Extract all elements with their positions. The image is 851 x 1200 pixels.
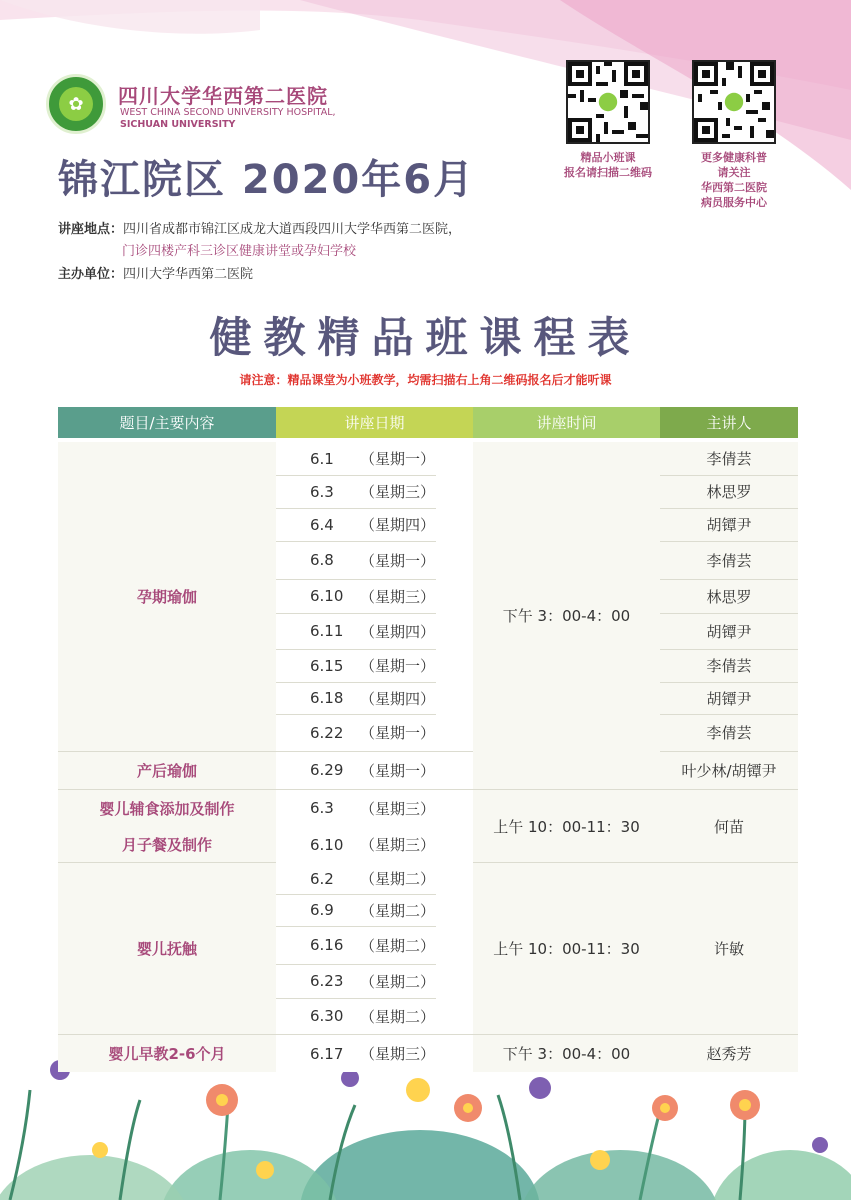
lecturer-cell: 赵秀芳 — [706, 1045, 752, 1063]
location-line — [58, 218, 461, 237]
signup-notice: 请注意：精品课堂为小班教学，均需扫描右上角二维码报名后才能听课 — [239, 373, 612, 387]
lecturer-cell: 胡镡尹 — [706, 622, 752, 641]
lecturer-cell: 叶少林/胡镡尹 — [681, 761, 777, 780]
header-date: 讲座日期 — [276, 407, 473, 438]
date-cell: 6.18 （星期四） — [310, 689, 436, 708]
lecturer-cell: 何苗 — [713, 818, 744, 836]
time-cell: 下午 3：00-4：00 — [502, 1045, 631, 1063]
date-cell: 6.16 （星期二） — [310, 936, 436, 955]
host-label: 主办单位： — [58, 267, 124, 282]
campus-month-title: 锦江院区 2020年6月 — [58, 157, 476, 203]
date-cell: 6.4 （星期四） — [310, 515, 436, 534]
lecturer-cell: 胡镡尹 — [706, 689, 752, 708]
date-cell: 6.30 （星期二） — [310, 1007, 436, 1026]
qr-pattern-icon — [694, 62, 774, 142]
hospital-name-en-line1: WEST CHINA SECOND UNIVERSITY HOSPITAL, — [120, 107, 336, 118]
topic-cell: 孕期瑜伽 — [136, 588, 197, 606]
date-cell: 6.15 （星期一） — [310, 656, 436, 675]
date-cell: 6.3 （星期三） — [310, 799, 436, 818]
signup-qr-code[interactable] — [566, 60, 650, 144]
date-cell: 6.23 （星期二） — [310, 972, 436, 991]
header-lecturer: 主讲人 — [660, 407, 798, 438]
date-cell: 6.9 （星期二） — [310, 901, 436, 920]
follow-qr-code[interactable] — [692, 60, 776, 144]
hospital-name-en-line2: SICHUAN UNIVERSITY — [120, 119, 236, 130]
qr-pattern-icon — [568, 62, 648, 142]
date-cell: 6.10 （星期三） — [310, 835, 436, 854]
date-cell: 6.1 （星期一） — [310, 449, 436, 468]
topic-cell: 婴儿辅食添加及制作 — [99, 799, 235, 818]
lecturer-cell: 胡镡尹 — [706, 516, 752, 534]
location-value-1: 四川省成都市锦江区成龙大道西段四川大学华西第二医院， — [123, 222, 462, 237]
date-cell: 6.11 （星期四） — [310, 622, 436, 641]
signup-qr-caption: 精品小班课 报名请扫描二维码 — [564, 151, 652, 179]
schedule-title: 健教精品班课程表 — [209, 313, 642, 362]
lecturer-cell: 林思罗 — [706, 587, 752, 606]
time-cell: 下午 3：00-4：00 — [502, 606, 631, 625]
date-cell: 6.17 （星期三） — [310, 1044, 436, 1063]
lecturer-cell: 李倩芸 — [706, 724, 752, 742]
host-value: 四川大学华西第二医院 — [123, 267, 254, 282]
flower-decoration — [0, 1050, 851, 1200]
date-cell: 6.2 （星期二） — [310, 869, 436, 888]
date-cell: 6.29 （星期一） — [310, 761, 436, 780]
lecturer-cell: 李倩芸 — [706, 551, 752, 570]
date-cell: 6.10 （星期三） — [310, 587, 436, 606]
time-cell: 上午 10：00-11：30 — [493, 940, 640, 958]
host-line — [58, 263, 253, 282]
topic-cell: 产后瑜伽 — [136, 761, 197, 780]
location-label: 讲座地点： — [58, 222, 124, 237]
header-topic: 题目/主要内容 — [58, 407, 276, 438]
date-cell: 6.8 （星期一） — [310, 551, 436, 570]
hospital-logo — [46, 74, 106, 134]
hospital-name-cn: 四川大学华西第二医院 — [118, 84, 328, 108]
topic-cell: 月子餐及制作 — [121, 836, 212, 854]
date-cell: 6.3 （星期三） — [310, 482, 436, 501]
time-cell: 上午 10：00-11：30 — [493, 818, 640, 836]
topic-cell: 婴儿早教2-6个月 — [108, 1045, 226, 1063]
date-cell: 6.22 （星期一） — [310, 723, 436, 742]
lecturer-cell: 许敏 — [713, 940, 744, 958]
logo-emblem-icon: ✿ — [59, 87, 93, 121]
follow-qr-caption: 更多健康科普 请关注 华西第二医院 病员服务中心 — [701, 151, 767, 209]
course-schedule-table — [58, 407, 798, 1072]
lecturer-cell: 林思罗 — [706, 483, 752, 501]
lecturer-cell: 李倩芸 — [706, 450, 752, 468]
header-time: 讲座时间 — [473, 407, 660, 438]
lecturer-cell: 李倩芸 — [706, 657, 752, 675]
location-value-2: 门诊四楼产科三诊区健康讲堂或孕妇学校 — [122, 244, 357, 259]
topic-cell: 婴儿抚触 — [136, 940, 197, 958]
